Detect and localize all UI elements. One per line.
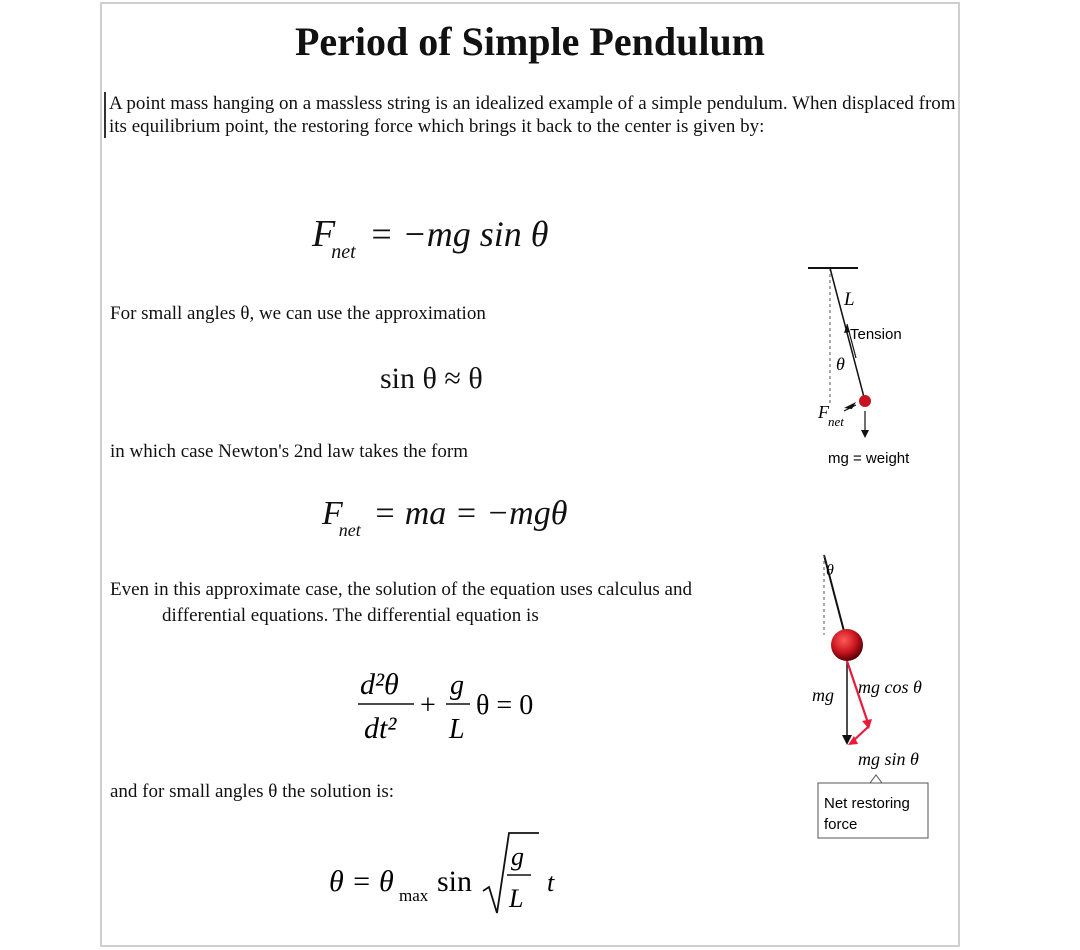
callout-line1: Net restoring [824,795,910,812]
fnet-net: net [828,414,844,429]
callout-pointer [870,775,882,783]
eq3-net: net [338,520,361,540]
eq4-plus: + [420,690,436,721]
theta-label-2: θ [826,562,834,579]
small-angle-text: For small angles θ, we can use the approximation [110,303,486,324]
equation-net-force [312,212,549,263]
eq5-g: g [511,842,524,871]
tension-label: Tension [850,326,902,343]
equation-differential [350,660,570,750]
eq4-numerator: d²θ [360,668,399,701]
eq5-lhs: θ = θ [329,865,394,898]
pendulum-force-diagram [800,258,950,478]
weight-label: mg = weight [828,450,910,467]
eq5-sin: sin [437,865,473,898]
mg-label: mg [812,685,834,705]
eq3-rhs: = ma = −mgθ [373,495,568,532]
eq1-net: net [331,241,356,263]
mgcos-label: mg cos θ [858,677,922,697]
theta-label: θ [836,354,845,374]
pendulum-bob [859,395,871,407]
newton-text: in which case Newton's 2nd law takes the form [110,441,468,462]
solution-text: and for small angles θ the solution is: [110,781,395,802]
eq1-rhs: = −mg sin θ [369,214,549,254]
eq3-F: F [322,495,343,532]
eq1-F: F [312,213,336,255]
equation-solution [325,825,585,925]
page-title: Period of Simple Pendulum [294,19,766,64]
weight-arrowhead [861,430,869,438]
callout-line2: force [824,816,858,833]
eq4-rest: θ = 0 [476,690,534,721]
equation-small-angle [380,362,483,396]
eq2-text: sin θ ≈ θ [380,362,483,395]
eq4-g: g [450,670,464,701]
mgsin-label: mg sin θ [858,749,919,769]
fnet-F: F [818,402,829,422]
eq5-t: t [547,868,555,897]
eq5-max: max [399,886,429,905]
eq5-L: L [509,884,524,913]
eq4-denominator: dt² [364,712,397,745]
calculus-text-line2: differential equations. The differential equation is [162,605,539,626]
calculus-text-line1: Even in this approximate case, the solution of the equation uses calculus and [110,579,692,600]
length-label: L [844,289,855,310]
eq4-L: L [449,714,465,745]
restoring-force-diagram [800,545,950,845]
pendulum-bob-large [831,629,863,661]
intro-paragraph: A point mass hanging on a massless string is an idealized example of a simple pendulum. When displaced from its equilibrium point, the restoring force which brings it back to the center is given by: [104,92,959,138]
equation-newton [322,495,568,540]
